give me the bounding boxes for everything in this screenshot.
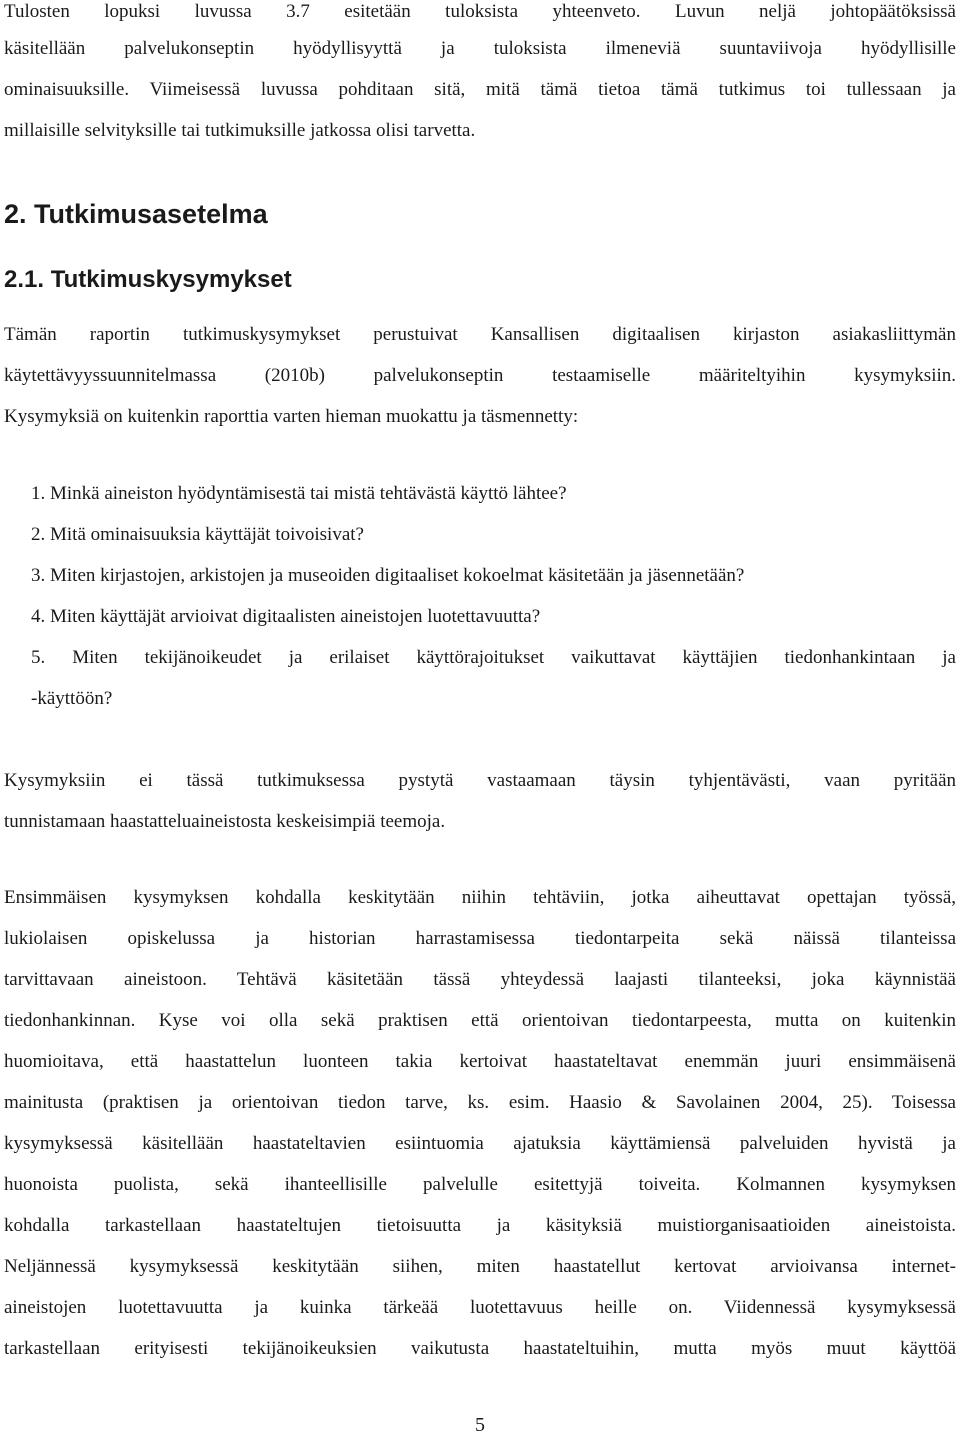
text-line: ominaisuuksille. Viimeisessä luvussa pohditaan sitä, mitä tämä tietoa tämä tutkimus toi tullessaan ja (4, 79, 956, 100)
page-number: 5 (475, 1414, 485, 1436)
list-item: 1. Minkä aineiston hyödyntämisestä tai mistä tehtävästä käyttö lähtee? (31, 483, 567, 504)
text-line: Neljännessä kysymyksessä keskitytään siihen, miten haastatellut kertovat arvioivansa internet- (4, 1256, 956, 1277)
text-line: tarkastellaan erityisesti tekijänoikeuksien vaikutusta haastateltuihin, mutta myös muut käyttöä (4, 1338, 956, 1359)
text-line: tiedonhankinnan. Kyse voi olla sekä praktisen että orientoivan tiedontarpeesta, mutta on kuitenkin (4, 1010, 956, 1031)
text-line: tunnistamaan haastatteluaineistosta keskeisimpiä teemoja. (4, 811, 446, 832)
text-line: tarvittavaan aineistoon. Tehtävä käsitetään tässä yhteydessä laajasti tilanteeksi, joka käynnistää (4, 969, 956, 990)
text-line: huomioitava, että haastattelun luonteen takia kertoivat haastateltavat enemmän juuri ensimmäisenä (4, 1051, 956, 1072)
list-item: 2. Mitä ominaisuuksia käyttäjät toivoisivat? (31, 524, 364, 545)
subsection-heading: 2.1. Tutkimuskysymykset (4, 266, 292, 293)
text-line: Tämän raportin tutkimuskysymykset perustuivat Kansallisen digitaalisen kirjaston asiakasliittymän (4, 324, 956, 345)
text-line: millaisille selvityksille tai tutkimuksille jatkossa olisi tarvetta. (4, 120, 476, 141)
text-line: Kysymyksiä on kuitenkin raporttia varten hieman muokattu ja täsmennetty: (4, 406, 579, 427)
section-heading: 2. Tutkimusasetelma (4, 199, 268, 229)
text-line: käsitellään palvelukonseptin hyödyllisyyttä ja tuloksista ilmeneviä suuntaviivoja hyödyllisille (4, 38, 956, 59)
list-item: 5. Miten tekijänoikeudet ja erilaiset käyttörajoitukset vaikuttavat käyttäjien tiedonhankintaan ja (31, 647, 956, 668)
text-line: huonoista puolista, sekä ihanteellisille palvelulle esitettyjä toiveita. Kolmannen kysymyksen (4, 1174, 956, 1195)
list-item: 3. Miten kirjastojen, arkistojen ja museoiden digitaaliset kokoelmat käsitetään ja jäsennetään? (31, 565, 745, 586)
text-line: Kysymyksiin ei tässä tutkimuksessa pystytä vastaamaan täysin tyhjentävästi, vaan pyritään (4, 770, 956, 791)
list-item-continuation: -käyttöön? (31, 688, 113, 709)
text-line: Ensimmäisen kysymyksen kohdalla keskitytään niihin tehtäviin, jotka aiheuttavat opettajan työssä, (4, 887, 956, 908)
text-line: lukiolaisen opiskelussa ja historian harrastamisessa tiedontarpeita sekä näissä tilanteissa (4, 928, 956, 949)
text-line: kohdalla tarkastellaan haastateltujen tietoisuutta ja käsityksiä muistiorganisaatioiden aineistoista. (4, 1215, 956, 1236)
text-line: käytettävyyssuunnitelmassa (2010b) palvelukonseptin testaamiselle määriteltyihin kysymyksiin. (4, 365, 956, 386)
list-item: 4. Miten käyttäjät arvioivat digitaalisten aineistojen luotettavuutta? (31, 606, 541, 627)
text-line: aineistojen luotettavuutta ja kuinka tärkeää luotettavuus heille on. Viidennessä kysymyksessä (4, 1297, 956, 1318)
text-line: mainitusta (praktisen ja orientoivan tiedon tarve, ks. esim. Haasio & Savolainen 2004, 25). Toisessa (4, 1092, 956, 1113)
text-line: kysymyksessä käsitellään haastateltavien esiintuomia ajatuksia käyttämiensä palveluiden hyvistä ja (4, 1133, 956, 1154)
text-line: Tulosten lopuksi luvussa 3.7 esitetään tuloksista yhteenveto. Luvun neljä johtopäätöksissä (4, 1, 956, 22)
